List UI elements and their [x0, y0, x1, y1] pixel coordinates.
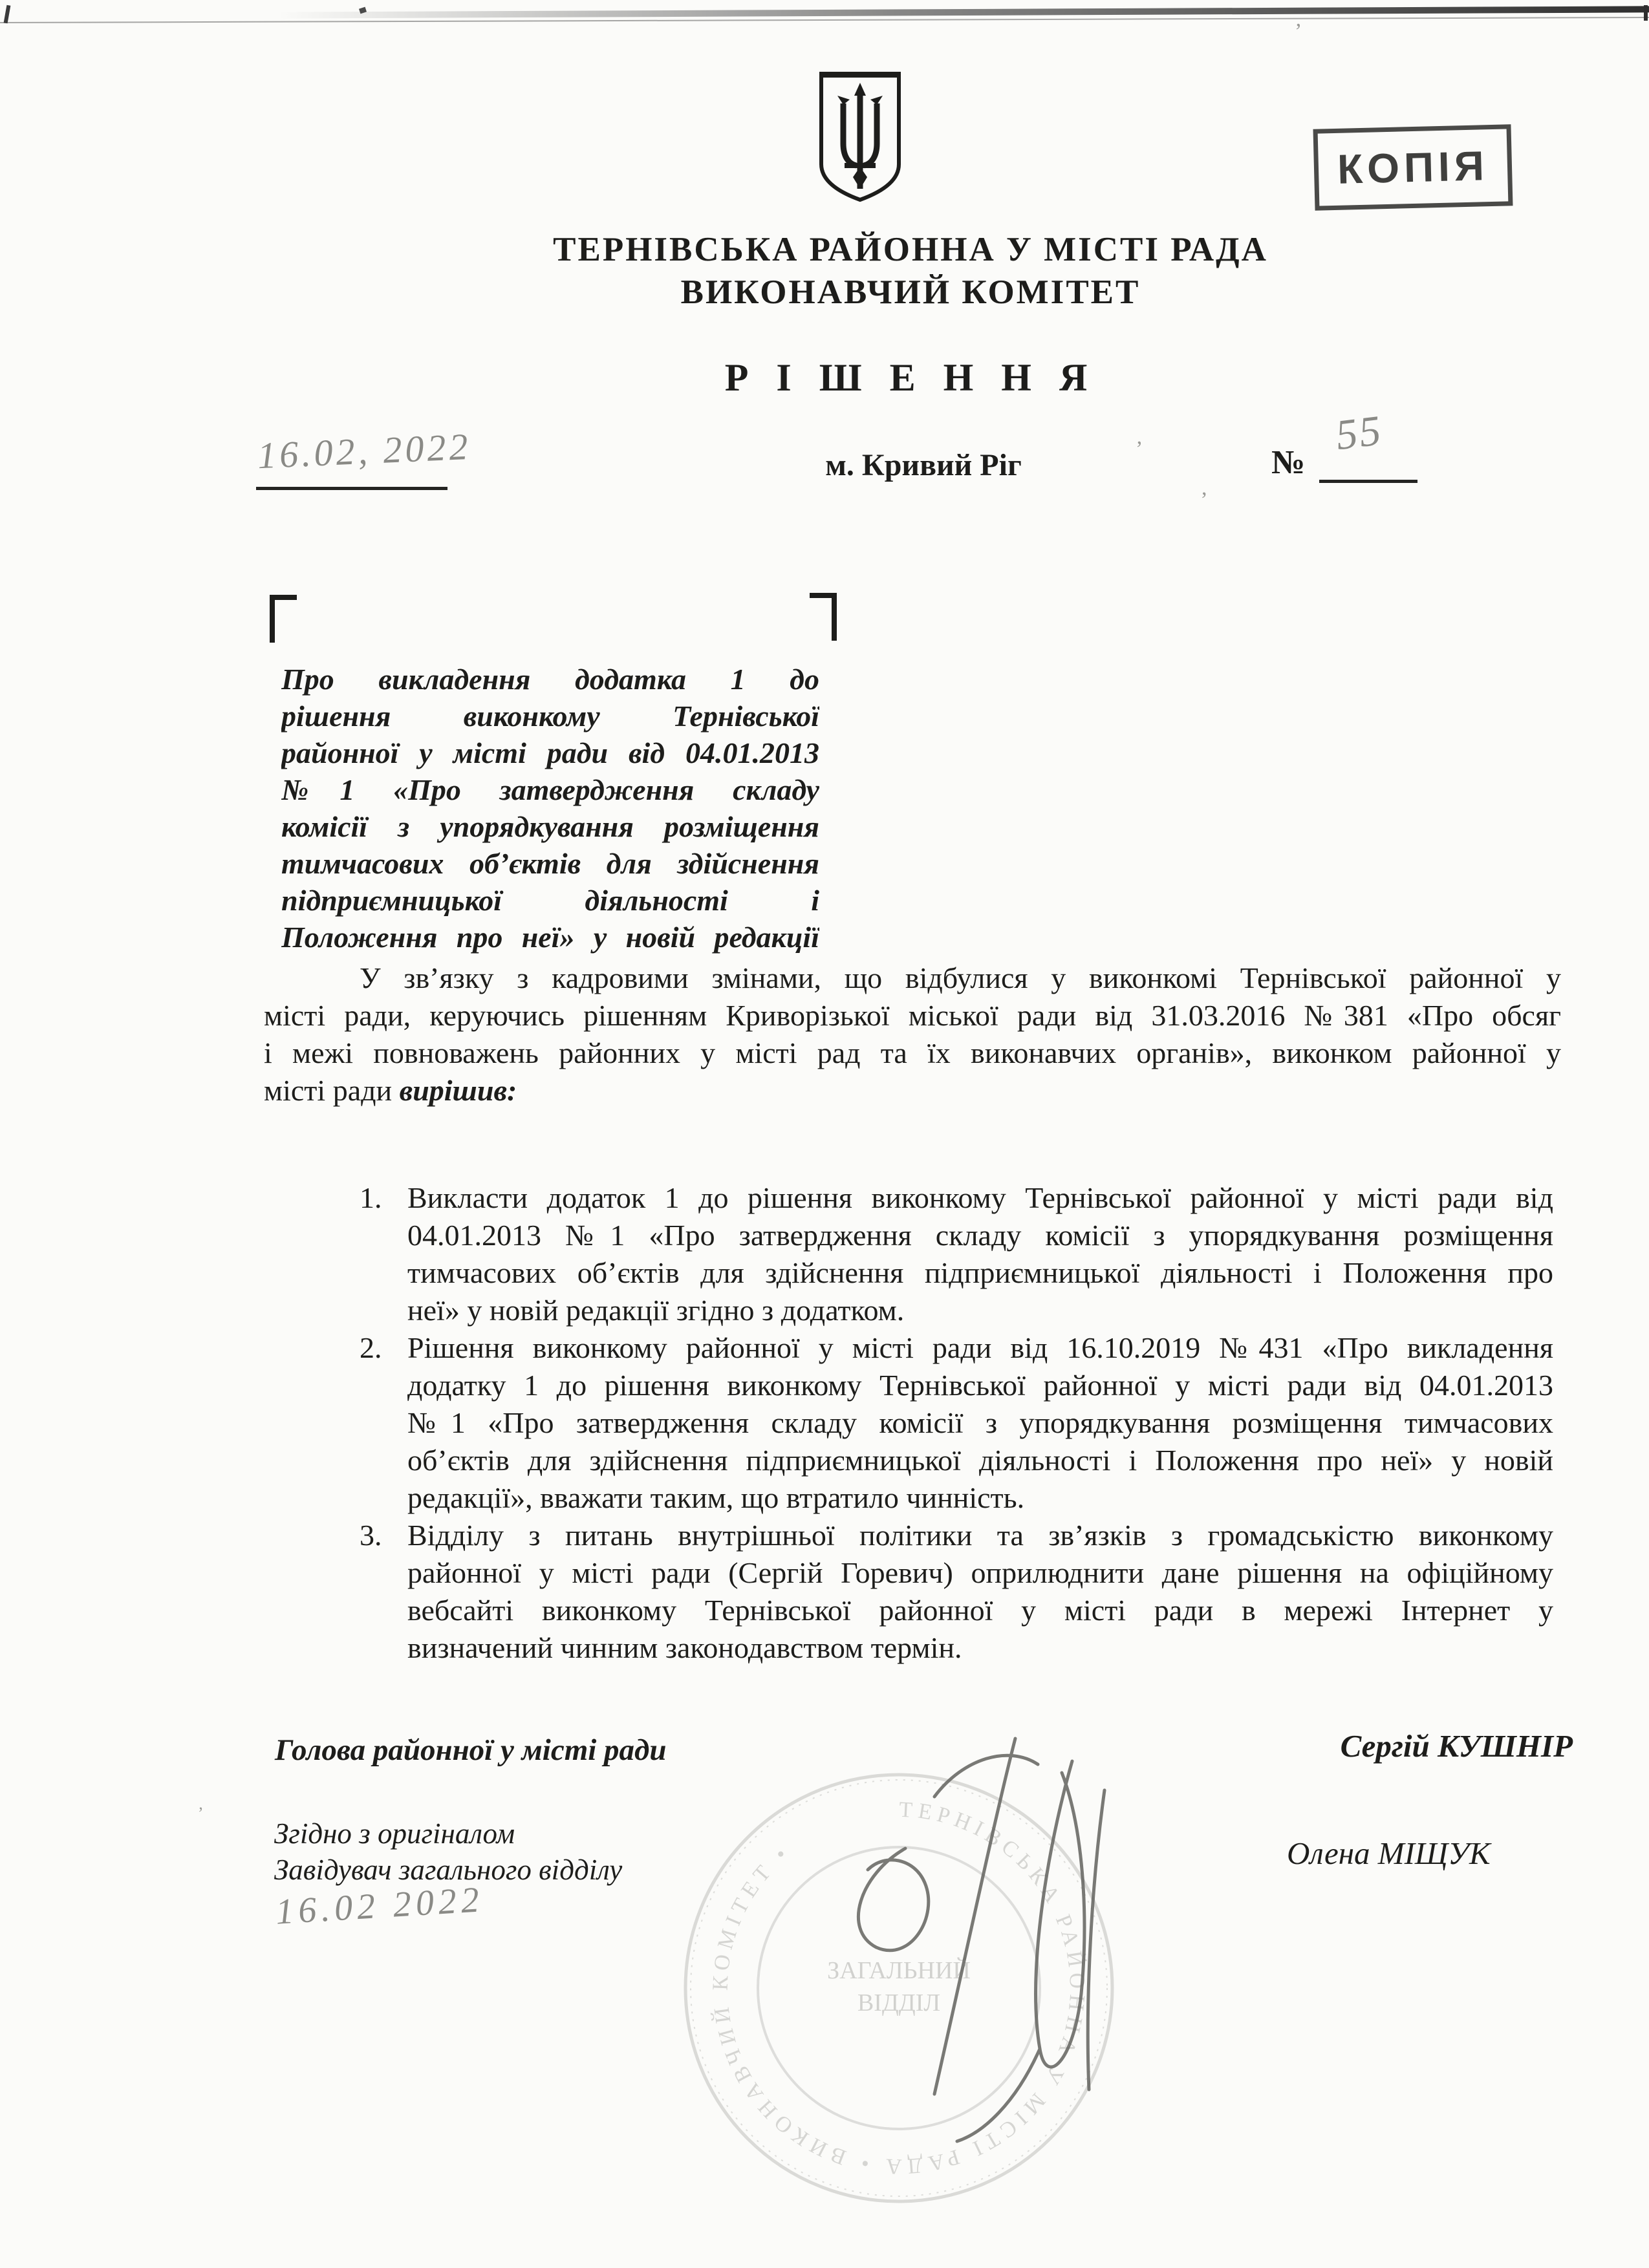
- intro-paragraph: [264, 959, 1561, 1109]
- intro-line: місті ради, керуючись рішенням Криворізької міської ради від 31.03.2016 №381 «Про обсяг: [264, 999, 1561, 1032]
- intro-line: [264, 1072, 1561, 1109]
- item-line: Викласти додаток 1 до рішення виконкому Тернівської районної у місті ради від: [407, 1181, 1553, 1214]
- item-line: неї» у новій редакції згідно з додатком.: [407, 1294, 905, 1327]
- resolution-list: [360, 1179, 1553, 1667]
- subject-line: тимчасових об’єктів для здійснення: [281, 847, 819, 880]
- item-line: вебсайті виконкому Тернівської районної у місті ради в мережі Інтернет у: [407, 1594, 1553, 1627]
- signatory-name: Сергій КУШНІР: [1340, 1728, 1573, 1764]
- item-line: Відділу з питань внутрішньої політики та зв’язків з громадськістю виконкому: [407, 1519, 1553, 1552]
- scan-speck: ’: [198, 1804, 204, 1823]
- handwritten-certification-date: 16.02 2022: [274, 1879, 485, 1932]
- scan-artifact-band: [278, 6, 1649, 18]
- copy-stamp: [1313, 124, 1513, 210]
- signatory-title: Голова районної у місті ради: [275, 1733, 667, 1767]
- intro-line: і межі повноважень районних у місті рад та їх виконавчих органів», виконком районної у: [264, 1036, 1561, 1069]
- item-body: [407, 1329, 1553, 1517]
- item-number: 1.: [360, 1181, 382, 1214]
- document-type-title: Р І Ш Е Н Н Я: [724, 356, 1097, 399]
- handwritten-date: 16.02, 2022: [256, 425, 472, 477]
- item-line: редакції», вважати таким, що втратило чинність.: [407, 1481, 1025, 1514]
- item-line: 04.01.2013 №1 «Про затвердження складу комісії з упорядкування розміщення: [407, 1219, 1553, 1252]
- handwritten-number: 55: [1333, 406, 1386, 460]
- subject-line: Положення про неї» у новій редакції: [281, 921, 819, 954]
- scan-speck: ’: [1295, 19, 1302, 43]
- pen-signature: [802, 1722, 1138, 2149]
- scan-artifact-tick: [4, 5, 11, 24]
- scan-speck: ,: [1202, 476, 1207, 500]
- item-body: [407, 1179, 1553, 1329]
- org-name-line1: ТЕРНІВСЬКА РАЙОННА У МІСТІ РАДА: [553, 231, 1268, 268]
- subject-line: №1 «Про затвердження складу: [281, 773, 819, 806]
- subject-line: Про викладення додатка 1 до: [281, 663, 819, 696]
- scan-artifact-edge: [1644, 5, 1648, 21]
- subject-line: рішення виконкому Тернівської: [281, 700, 819, 733]
- clerk-name: Олена МІЩУК: [1287, 1835, 1491, 1871]
- scan-speck: ’: [1136, 437, 1143, 461]
- item-line: визначений чинним законодавством термін.: [407, 1631, 962, 1664]
- copy-stamp-label: КОПІЯ: [1337, 142, 1489, 193]
- date-underline: [256, 487, 447, 490]
- subject-line: районної у місті ради від 04.01.2013: [281, 736, 819, 769]
- intro-line: У зв’язку з кадровими змінами, що відбулися у виконкомі Тернівської районної у: [360, 961, 1561, 994]
- item-body: [407, 1517, 1553, 1667]
- list-item: [360, 1517, 1553, 1667]
- number-sign: №: [1271, 444, 1306, 481]
- subject-line: комісії з упорядкування розміщення: [281, 810, 819, 843]
- subject-line: підприємницької діяльності і: [281, 884, 819, 917]
- scan-artifact-line: [0, 17, 1649, 23]
- corner-bracket-right-icon: [810, 593, 837, 641]
- certification-line1: Згідно з оригіналом: [274, 1817, 515, 1850]
- intro-line-text: місті ради: [264, 1074, 400, 1107]
- item-line: тимчасових об’єктів для здійснення підприємницької діяльності і Положення про: [407, 1256, 1553, 1289]
- list-item: [360, 1179, 1553, 1329]
- round-stamp-center-line1: ЗАГАЛЬНИЙ: [827, 1957, 971, 1984]
- list-item: [360, 1329, 1553, 1517]
- item-line: об’єктів для здійснення підприємницької діяльності і Положення про неї» у новій: [407, 1444, 1553, 1477]
- item-line: додатку 1 до рішення виконкому Тернівської районної у місті ради від 04.01.2013: [407, 1369, 1553, 1402]
- subject-block: [281, 661, 819, 956]
- item-line: районної у місті ради (Сергій Горевич) оприлюднити дане рішення на офіційному: [407, 1556, 1553, 1589]
- round-stamp-ring-text: ТЕРНІВСЬКА РАЙОННА У МІСТІ РАДА • ВИКОНАВЧИЙ КОМІТЕТ •: [708, 1797, 1090, 2179]
- round-stamp-center-line2: ВІДДІЛ: [857, 1989, 941, 2017]
- number-underline: [1319, 480, 1417, 483]
- item-number: 2.: [360, 1331, 382, 1364]
- certification-line2: Завідувач загального відділу: [274, 1854, 623, 1886]
- ukraine-trident-emblem-icon: [816, 69, 904, 204]
- item-line: Рішення виконкому районної у місті ради від 16.10.2019 №431 «Про викладення: [407, 1331, 1553, 1364]
- city-name: м. Кривий Ріг: [825, 448, 1022, 482]
- item-number: 3.: [360, 1519, 382, 1552]
- corner-bracket-left-icon: [270, 595, 297, 643]
- item-line: №1 «Про затвердження складу комісії з упорядкування розміщення тимчасових: [407, 1406, 1553, 1439]
- org-name-line2: ВИКОНАВЧИЙ КОМІТЕТ: [680, 273, 1141, 311]
- resolved-word: вирішив:: [399, 1074, 517, 1107]
